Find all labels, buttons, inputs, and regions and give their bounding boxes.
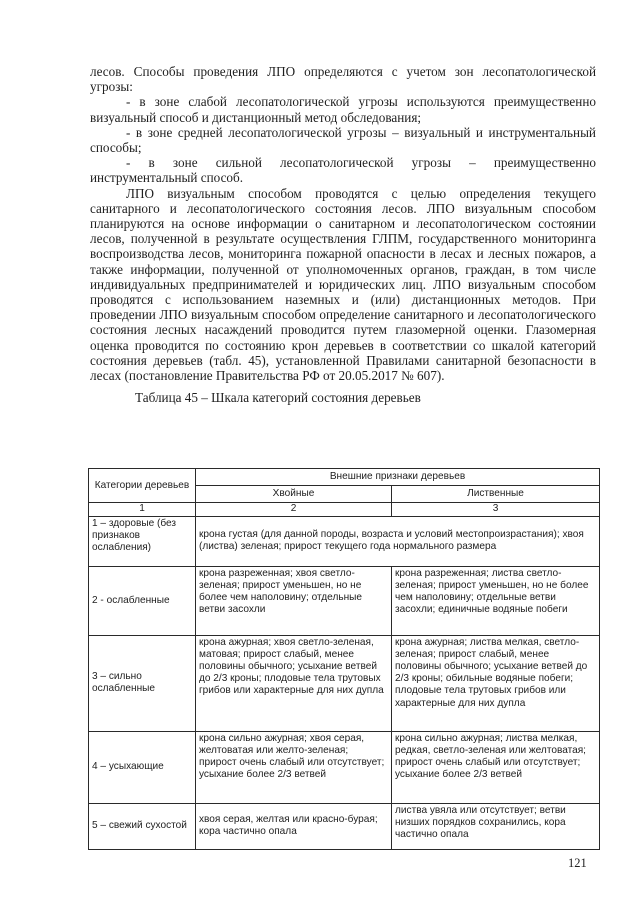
header-conifer: Хвойные (196, 486, 392, 503)
tree-condition-table (88, 468, 600, 850)
category-cell: 2 - ослабленные (89, 566, 196, 635)
conifer-signs-cell: хвоя серая, желтая или красно-бурая; кора частично опала (196, 803, 392, 849)
table-header-row (89, 469, 600, 486)
paragraph-intro: лесов. Способы проведения ЛПО определяются с учетом зон лесопатологической угрозы: (90, 64, 596, 95)
signs-cell-merged: крона густая (для данной породы, возраста и условий местопроизрастания); хвоя (листва) зеленая; прирост текущего года нормального размера (196, 516, 600, 566)
table-number-row (89, 503, 600, 516)
page-number: 121 (568, 856, 587, 870)
category-cell: 5 – свежий сухостой (89, 803, 196, 849)
category-cell: 3 – сильно ослабленные (89, 635, 196, 731)
category-cell: 1 – здоровые (без признаков ослабления) (89, 516, 196, 566)
deciduous-signs-cell: крона разреженная; листва светло-зеленая; прирост уменьшен, но не более чем наполовину; отдельные ветви засохли; единичные водяные побеги (392, 566, 600, 635)
conifer-signs-cell: крона разреженная; хвоя светло-зеленая; прирост уменьшен, но не более чем наполовину; отдельные ветви засохли (196, 566, 392, 635)
table-row (89, 516, 600, 566)
deciduous-signs-cell: крона сильно ажурная; листва мелкая, редкая, светло-зеленая или желтоватая; прирост очень слабый или отсутствует; усыхание более 2/3 ветвей (392, 731, 600, 803)
body-text (90, 64, 596, 405)
table-row (89, 803, 600, 849)
category-cell: 4 – усыхающие (89, 731, 196, 803)
list-item-strong-threat: - в зоне сильной лесопатологической угрозы – преимущественно инструментальный способ. (90, 155, 596, 186)
column-number: 1 (89, 503, 196, 516)
table-caption: Таблица 45 – Шкала категорий состояния деревьев (135, 390, 421, 406)
header-deciduous: Лиственные (392, 486, 600, 503)
deciduous-signs-cell: крона ажурная; листва мелкая, светло-зеленая; прирост слабый, менее половины обычного; усыхание ветвей до 2/3 кроны; обильные водяные побеги; плодовые тела трутовых грибов или характерные для них дупла (392, 635, 600, 731)
list-item-weak-threat: - в зоне слабой лесопатологической угрозы используются преимущественно визуальный способ и дистанционный метод обследования; (90, 94, 596, 125)
column-number: 2 (196, 503, 392, 516)
header-external-signs: Внешние признаки деревьев (196, 469, 600, 486)
table-row (89, 566, 600, 635)
conifer-signs-cell: крона сильно ажурная; хвоя серая, желтоватая или желто-зеленая; прирост очень слабый или отсутствует; усыхание более 2/3 ветвей (196, 731, 392, 803)
table-row (89, 731, 600, 803)
list-item-medium-threat: - в зоне средней лесопатологической угрозы – визуальный и инструментальный способы; (90, 124, 596, 156)
header-category: Категории деревьев (89, 469, 196, 503)
column-number: 3 (392, 503, 600, 516)
deciduous-signs-cell: листва увяла или отсутствует; ветви низших порядков сохранились, кора частично опала (392, 803, 600, 849)
paragraph-visual-method: ЛПО визуальным способом проводятся с целью определения текущего санитарного и лесопатологического состояния лесов. ЛПО визуальным способом планируются на основе информации о санитарном и лесопатологическом состоянии лесов, полученной в результате осуществления ГЛПМ, государственного мониторинга воспроизводства лесов, мониторинга пожарной опасности в лесах и лесных пожаров, а также информации, полученной от уполномоченных органов, граждан, в том числе индивидуальных предпринимателей и юридических лиц. ЛПО визуальным способом проводятся с использованием наземных и (или) дистанционных методов. При проведении ЛПО визуальным способом определение санитарного и лесопатологического состояния лесных насаждений проводится путем глазомерной оценки. Глазомерная оценка проводится по состоянию крон деревьев в соответствии со шкалой категорий состояния деревьев (табл. 45), установленной Правилами санитарной безопасности в лесах (постановление Правительства РФ от 20.05.2017 № 607). (90, 185, 596, 384)
table-row (89, 635, 600, 731)
conifer-signs-cell: крона ажурная; хвоя светло-зеленая, матовая; прирост слабый, менее половины обычного; усыхание ветвей до 2/3 кроны; плодовые тела трутовых грибов или характерные для них дупла (196, 635, 392, 731)
